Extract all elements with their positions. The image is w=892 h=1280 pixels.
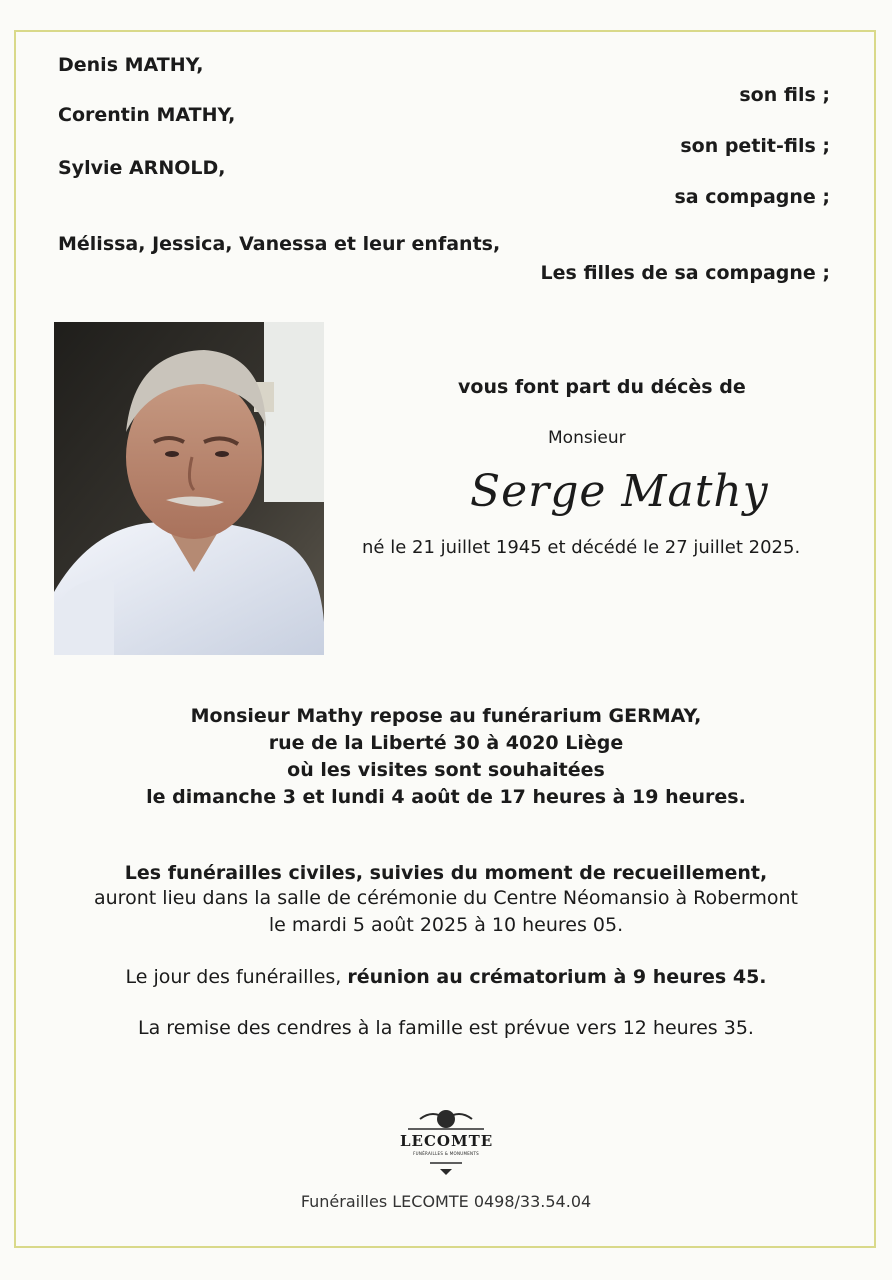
announcement-title: Monsieur [548, 428, 626, 448]
birth-death-dates: né le 21 juillet 1945 et décédé le 27 juillet 2025. [362, 537, 801, 558]
funeral-home-contact: Funérailles LECOMTE 0498/33.54.04 [300, 1192, 592, 1211]
logo-text: LECOMTE [400, 1132, 494, 1150]
relation-1: son fils ; [739, 84, 830, 106]
rest-line-2: rue de la Liberté 30 à 4020 Liège [268, 732, 624, 754]
family-name-3: Sylvie ARNOLD, [58, 157, 226, 179]
portrait-image [54, 322, 324, 655]
rest-line-3: où les visites sont souhaitées [287, 759, 605, 781]
family-name-4: Mélissa, Jessica, Vanessa et leur enfants, [58, 233, 501, 255]
ceremony-place: auront lieu dans la salle de cérémonie du Centre Néomansio à Robermont [93, 887, 798, 909]
relation-3: sa compagne ; [674, 186, 830, 208]
rest-line-4: le dimanche 3 et lundi 4 août de 17 heures à 19 heures. [146, 786, 746, 808]
ceremony-heading: Les funérailles civiles, suivies du moment de recueillement, [124, 862, 768, 884]
meeting-prefix: Le jour des funérailles, [125, 966, 342, 988]
meeting-bold: réunion au crématorium à 9 heures 45. [347, 966, 767, 988]
rest-line-1: Monsieur Mathy repose au funérarium GERMAY, [190, 705, 702, 727]
announcement-intro: vous font part du décès de [458, 376, 746, 398]
relation-2: son petit-fils ; [680, 135, 830, 157]
relation-4: Les filles de sa compagne ; [540, 262, 830, 284]
lecomte-logo [400, 1105, 492, 1181]
logo-subtext: FUNÉRAILLES & MONUMENTS [413, 1151, 479, 1156]
ceremony-date: le mardi 5 août 2025 à 10 heures 05. [268, 914, 624, 936]
ashes-line: La remise des cendres à la famille est prévue vers 12 heures 35. [138, 1017, 754, 1039]
portrait-photo [54, 322, 324, 655]
deceased-name: Serge Mathy [470, 466, 769, 517]
family-name-1: Denis MATHY, [58, 54, 204, 76]
family-name-2: Corentin MATHY, [58, 104, 236, 126]
meeting-line [0, 966, 892, 988]
